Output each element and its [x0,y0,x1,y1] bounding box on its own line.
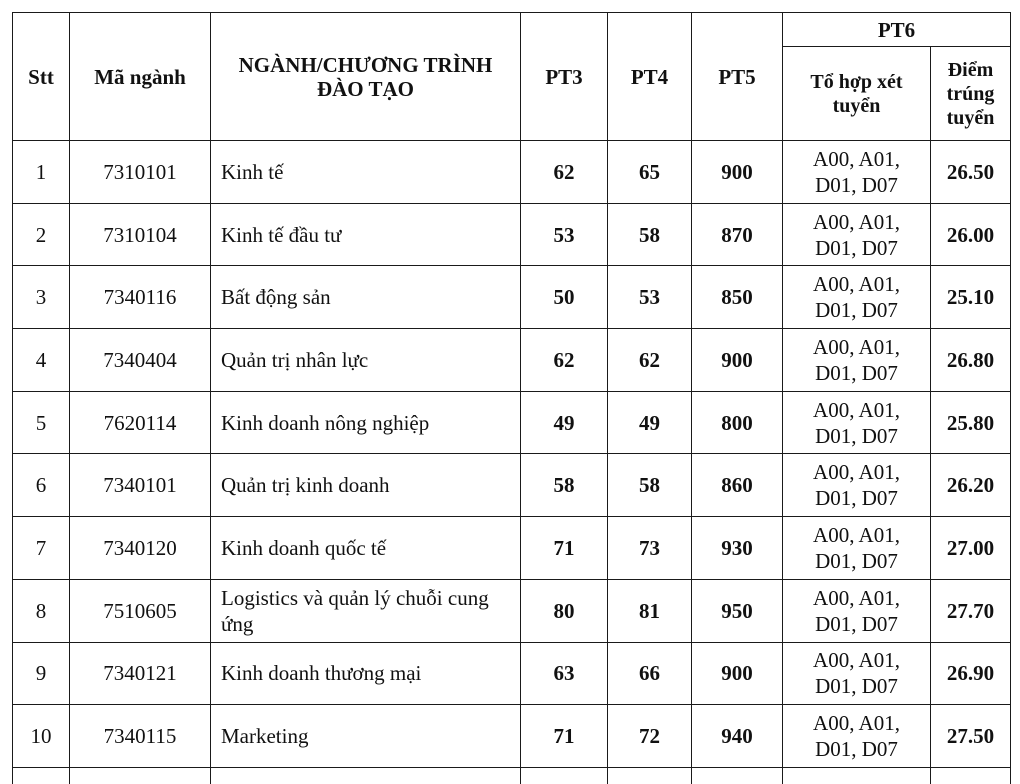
cell-combo-line1: A00, A01, [813,585,900,610]
cell-stt: 6 [13,454,70,517]
cell-code: 7340115 [70,705,211,768]
cell-pt3: 71 [521,705,608,768]
cell-code: 7340101 [70,454,211,517]
cell-program-name: Kinh tế [211,141,521,204]
header-combo-line1: Tổ hợp xét [810,70,903,93]
cell-combo-line2: D01, D07 [815,737,898,762]
cell-pt4: 53 [608,266,692,329]
cell-pt4: 49 [608,391,692,454]
cell-combo [783,705,931,768]
cell-stt: 4 [13,329,70,392]
cell-code: 7510605 [70,579,211,642]
table-row [13,391,1011,454]
cell-pt5: 900 [692,141,783,204]
cell-program-name: Quản trị kinh doanh [211,454,521,517]
cell-stt: 8 [13,579,70,642]
table-body [13,141,1011,784]
cell-pt3: 62 [521,329,608,392]
cell-pt4: 66 [608,642,692,705]
cell-pt5: 800 [692,391,783,454]
header-score [931,47,1011,141]
cell-combo-line1: A00, A01, [813,272,900,297]
cell-combo-line2: D01, D07 [815,548,898,573]
cell-pt4: 62 [608,329,692,392]
cell-pt3: 53 [521,203,608,266]
header-program-line2: ĐÀO TẠO [316,76,415,101]
table-row [13,517,1011,580]
cell-program-name: Marketing [211,705,521,768]
cell-combo [783,517,931,580]
cell-combo-line1: A00, A01, [813,334,900,359]
header-program [211,13,521,141]
header-pt6: PT6 [783,13,1011,47]
cell-pt4: 58 [608,203,692,266]
cell-pt5: 850 [692,266,783,329]
cell-combo-line2: D01, D07 [815,172,898,197]
cell-empty [13,767,70,784]
cell-stt: 1 [13,141,70,204]
cell-combo-line1: A00, A01, [813,648,900,673]
cell-pt4: 58 [608,454,692,517]
header-score-line2: trúng [946,82,995,105]
cell-combo [783,579,931,642]
header-score-line1: Điểm [947,58,994,81]
header-score-line3: tuyển [946,106,995,129]
cell-pt4: 73 [608,517,692,580]
cell-pt5: 940 [692,705,783,768]
cell-combo-line1: A00, A01, [813,711,900,736]
cell-pt3: 62 [521,141,608,204]
table-row [13,266,1011,329]
cell-empty [608,767,692,784]
cell-pt5: 950 [692,579,783,642]
table-row [13,141,1011,204]
cell-combo [783,141,931,204]
cell-combo-line1: A00, A01, [813,209,900,234]
cell-score: 26.20 [931,454,1011,517]
cell-code: 7340404 [70,329,211,392]
cell-combo-line1: A00, A01, [813,146,900,171]
cell-score: 25.80 [931,391,1011,454]
cell-pt5: 900 [692,329,783,392]
header-pt4: PT4 [608,13,692,141]
header-pt3: PT3 [521,13,608,141]
cell-stt: 7 [13,517,70,580]
cell-score: 26.90 [931,642,1011,705]
cell-pt4: 72 [608,705,692,768]
cell-score: 25.10 [931,266,1011,329]
cell-combo-line2: D01, D07 [815,611,898,636]
cell-score: 26.50 [931,141,1011,204]
table-row [13,329,1011,392]
cell-combo [783,454,931,517]
cell-score: 27.00 [931,517,1011,580]
header-pt5: PT5 [692,13,783,141]
cell-pt4: 81 [608,579,692,642]
cell-empty [931,767,1011,784]
cell-pt5: 900 [692,642,783,705]
table-row [13,642,1011,705]
cell-empty [70,767,211,784]
cell-score: 26.00 [931,203,1011,266]
cell-code: 7310101 [70,141,211,204]
header-combo-line2: tuyển [832,94,881,117]
cell-pt3: 80 [521,579,608,642]
cell-program-name: Kinh tế đầu tư [211,203,521,266]
cell-program-name: Kinh doanh quốc tế [211,517,521,580]
cell-empty [211,767,521,784]
cell-combo [783,203,931,266]
cell-pt4: 65 [608,141,692,204]
cell-pt3: 50 [521,266,608,329]
cell-pt5: 930 [692,517,783,580]
table-row-partial [13,767,1011,784]
admission-score-table [12,12,1011,784]
cell-combo-line1: A00, A01, [813,460,900,485]
cell-combo-line2: D01, D07 [815,235,898,260]
header-combo [783,47,931,141]
cell-stt: 3 [13,266,70,329]
cell-pt3: 63 [521,642,608,705]
header-program-line1: NGÀNH/CHƯƠNG TRÌNH [238,52,493,77]
cell-combo [783,329,931,392]
cell-score: 27.50 [931,705,1011,768]
cell-combo-line1: A00, A01, [813,397,900,422]
cell-program-name: Kinh doanh nông nghiệp [211,391,521,454]
cell-combo-line2: D01, D07 [815,360,898,385]
cell-combo [783,391,931,454]
cell-pt3: 49 [521,391,608,454]
cell-program-name: Quản trị nhân lực [211,329,521,392]
cell-combo-line2: D01, D07 [815,298,898,323]
cell-stt: 2 [13,203,70,266]
cell-code: 7310104 [70,203,211,266]
cell-stt: 10 [13,705,70,768]
header-code: Mã ngành [70,13,211,141]
cell-combo-line2: D01, D07 [815,423,898,448]
cell-program-name: Kinh doanh thương mại [211,642,521,705]
table-row [13,454,1011,517]
cell-combo-line2: D01, D07 [815,486,898,511]
header-stt: Stt [13,13,70,141]
cell-combo-line1: A00, A01, [813,522,900,547]
cell-score: 27.70 [931,579,1011,642]
cell-program-name: Bất động sản [211,266,521,329]
cell-empty [692,767,783,784]
cell-stt: 9 [13,642,70,705]
table-row [13,579,1011,642]
table-row [13,705,1011,768]
cell-program-name: Logistics và quản lý chuỗi cung ứng [211,579,521,642]
cell-code: 7340116 [70,266,211,329]
cell-score: 26.80 [931,329,1011,392]
cell-pt5: 860 [692,454,783,517]
cell-code: 7340120 [70,517,211,580]
cell-pt3: 71 [521,517,608,580]
table-row [13,203,1011,266]
cell-pt5: 870 [692,203,783,266]
cell-empty [783,767,931,784]
cell-code: 7620114 [70,391,211,454]
cell-empty [521,767,608,784]
cell-pt3: 58 [521,454,608,517]
cell-stt: 5 [13,391,70,454]
cell-combo [783,642,931,705]
cell-combo-line2: D01, D07 [815,674,898,699]
cell-combo [783,266,931,329]
cell-code: 7340121 [70,642,211,705]
